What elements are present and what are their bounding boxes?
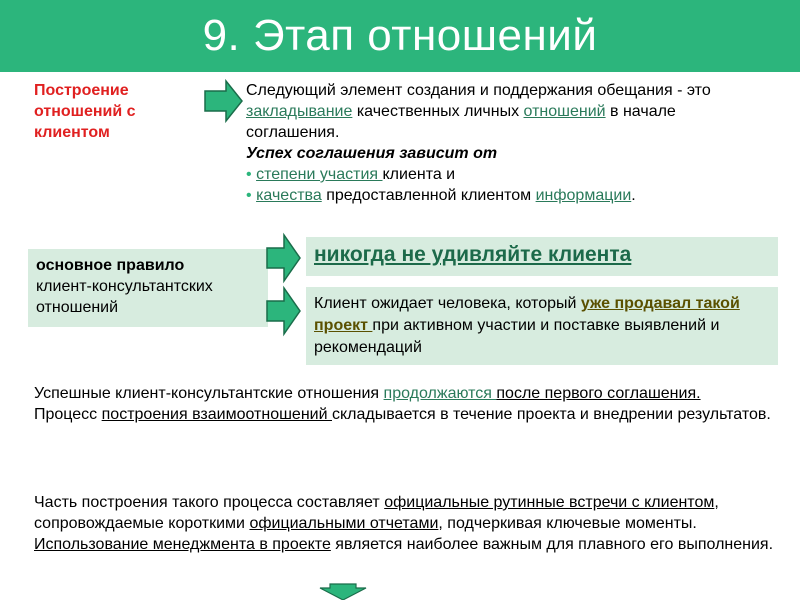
- expect-highlight: уже продавал такой проект: [314, 295, 740, 334]
- bullet-item-2: [246, 185, 766, 206]
- intro-text-3: в начале соглашения.: [246, 103, 676, 141]
- arrow-down-icon[interactable]: [318, 584, 368, 600]
- para2-text-1: Часть построения такого процесса составляет: [34, 494, 385, 511]
- slide-title: 9. Этап отношений: [202, 11, 598, 60]
- section-label-line-2: отношений с: [34, 103, 136, 120]
- bullet-1-text: клиента и: [382, 166, 456, 183]
- never-surprise-text: никогда не удивляйте клиента: [314, 243, 632, 266]
- rule-box: [28, 249, 268, 327]
- paragraph-1: [34, 383, 774, 425]
- link-stepeni-uchastiya[interactable]: степени участия: [256, 166, 383, 183]
- para2-text-2: , сопровождаемые короткими: [34, 494, 719, 532]
- rule-box-text: клиент-консультантских отношений: [36, 278, 213, 316]
- intro-text-2: качественных личных: [352, 103, 524, 120]
- link-prodolzhayutsya[interactable]: продолжаются: [383, 385, 497, 402]
- client-expectation-box: [306, 287, 778, 365]
- para2-underline-3: Использование менеджмента в проекте: [34, 536, 331, 553]
- para2-text-3: , подчеркивая ключевые моменты.: [438, 515, 697, 532]
- arrow-right-icon: [266, 234, 302, 282]
- bullet-icon: •: [246, 166, 252, 183]
- para2-underline-1: официальные рутинные встречи с клиентом: [384, 494, 715, 511]
- para2-text-4: является наиболее важным для плавного его выполнения.: [330, 536, 774, 553]
- rule-box-title: основное правило: [36, 257, 185, 274]
- arrow-right-icon: [266, 287, 302, 335]
- bullet-icon: •: [246, 187, 252, 204]
- para1-underline-1: после первого соглашения.: [496, 385, 701, 402]
- bullet-item-1: [246, 164, 766, 185]
- para1-text-2: Процесс: [34, 406, 102, 423]
- title-bar: [0, 0, 800, 72]
- para1-text-3: складывается в течение проекта и внедрении результатов.: [331, 406, 771, 423]
- paragraph-2: [34, 492, 774, 555]
- link-otnosheniy[interactable]: отношений: [523, 103, 606, 120]
- intro-text-1: Следующий элемент создания и поддержания обещания - это: [246, 82, 711, 99]
- section-label-line-3: клиентом: [34, 124, 110, 141]
- link-kachestva[interactable]: качества: [256, 187, 322, 204]
- expect-text-2: при активном участии и поставке выявлений и рекомендаций: [314, 317, 720, 356]
- link-informatsii[interactable]: информации: [535, 187, 632, 204]
- section-label-line-1: Построение: [34, 82, 129, 99]
- section-label: [34, 80, 204, 143]
- intro-paragraph: [246, 80, 766, 143]
- intro-heading: Успех соглашения зависит от: [246, 145, 498, 162]
- para1-underline-2: построения взаимоотношений: [101, 406, 332, 423]
- expect-text-1: Клиент ожидает человека, который: [314, 295, 581, 312]
- never-surprise-box: [306, 237, 778, 276]
- bullet-2-text: предоставленной клиентом: [321, 187, 536, 204]
- bullet-2-end: .: [631, 187, 636, 204]
- link-zakladyvanie[interactable]: закладывание: [246, 103, 353, 120]
- intro-text: [246, 80, 766, 206]
- para1-text-1: Успешные клиент-консультантские отношения: [34, 385, 384, 402]
- para2-underline-2: официальными отчетами: [249, 515, 439, 532]
- arrow-right-icon: [204, 80, 244, 122]
